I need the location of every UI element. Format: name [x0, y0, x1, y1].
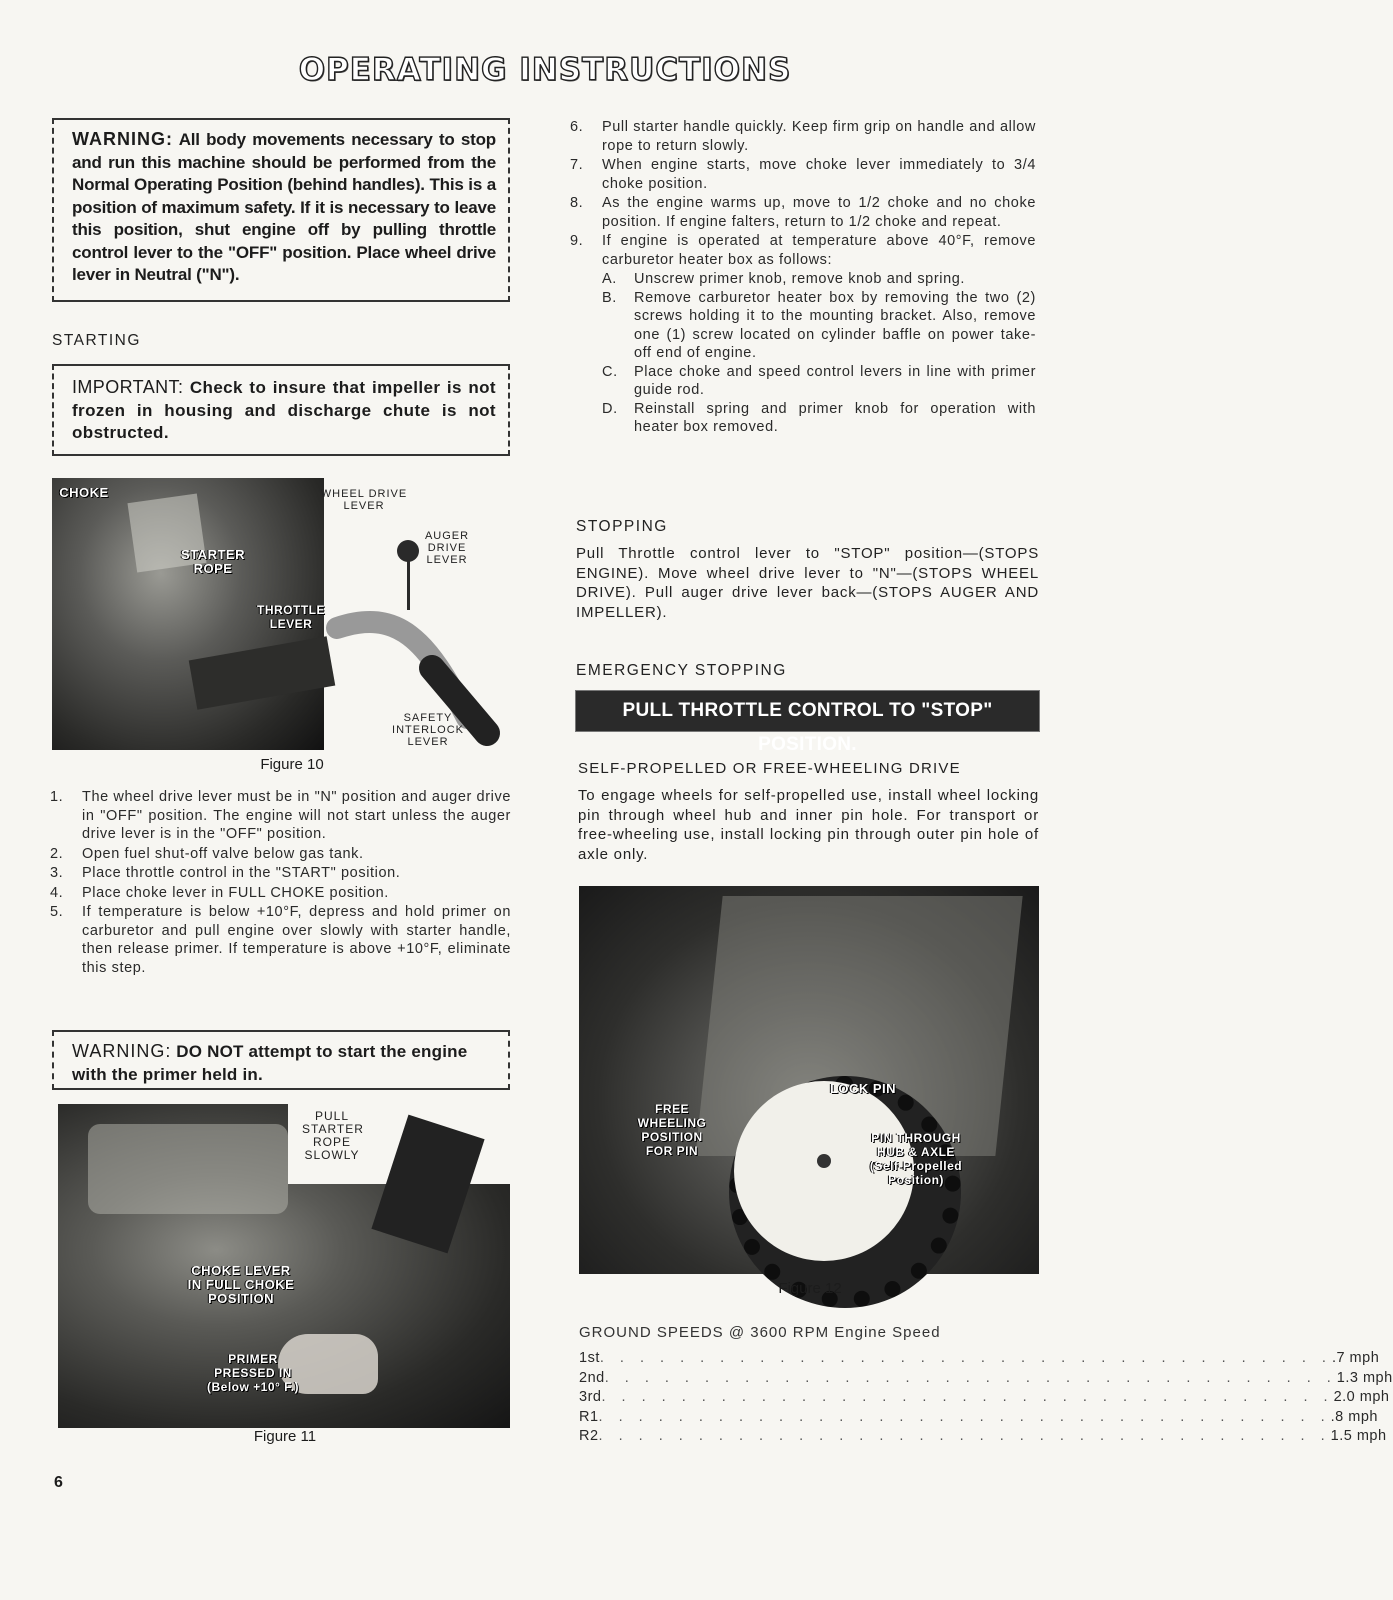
list-item: 3. Place throttle control in the "START" position.	[50, 865, 401, 881]
figure-10-caption: Figure 10	[260, 756, 324, 773]
important-box	[52, 364, 510, 456]
steps-right-list	[570, 118, 1036, 437]
label-auger-drive-lever: AUGER DRIVE LEVER	[424, 530, 470, 566]
label-throttle-lever: THROTTLE LEVER	[257, 603, 325, 631]
list-item: 4. Place choke lever in FULL CHOKE position.	[50, 884, 389, 901]
starting-heading: STARTING	[52, 332, 141, 349]
label-starter-rope: STARTER ROPE	[181, 547, 245, 576]
table-row: R1 . . . . . . . . . . . . . . . . . . . . . . . . . . . . . . . . . . . . . .8 mph	[579, 1408, 1378, 1425]
table-row: 1st . . . . . . . . . . . . . . . . . . . . . . . . . . . . . . . . . . . . . .7 mph	[579, 1350, 1380, 1366]
important-label: IMPORTANT:	[72, 377, 184, 397]
list-item: 9. If engine is operated at temperature above 40°F, remove carburetor heater box as follows:	[570, 233, 1036, 268]
primer-warning-box	[52, 1030, 510, 1090]
primer-warning-label: WARNING:	[72, 1041, 172, 1061]
ground-speeds	[579, 1324, 1393, 1447]
page-number: 6	[54, 1474, 63, 1491]
list-item: 7. When engine starts, move choke lever immediately to 3/4 choke position.	[570, 157, 1036, 192]
table-row: 3rd . . . . . . . . . . . . . . . . . . . . . . . . . . . . . . . . . . . . . 2.0 mph	[579, 1389, 1390, 1405]
stopping-heading: STOPPING	[576, 518, 668, 535]
list-item: A. Unscrew primer knob, remove knob and spring.	[602, 271, 966, 287]
warning-box	[52, 118, 510, 302]
list-item: 8. As the engine warms up, move to 1/2 choke and no choke position. If engine falters, return to 1/2 choke and repeat.	[570, 195, 1036, 230]
list-item: 1. The wheel drive lever must be in "N" position and auger drive in "OFF" position. The engine will not start unless the auger drive lever is in the "OFF" position.	[50, 789, 511, 842]
ground-speeds-heading: GROUND SPEEDS @ 3600 RPM Engine Speed	[579, 1324, 941, 1341]
figure-11-caption: Figure 11	[253, 1428, 317, 1445]
figure-12-caption: Figure 12	[778, 1280, 842, 1297]
label-free-wheeling: FREE WHEELING POSITION FOR PIN	[637, 1102, 707, 1158]
stopping-text: Pull Throttle control lever to "STOP" position—(STOPS ENGINE). Move wheel drive lever to "N"—(STOPS WHEEL DRIVE). Pull auger drive lever back—(STOPS AUGER AND IMPELLER).	[576, 545, 1039, 621]
list-item: D. Reinstall spring and primer knob for operation with heater box removed.	[602, 400, 1036, 435]
label-lock-pin: LOCK PIN	[829, 1081, 897, 1096]
lever-knob	[397, 540, 419, 562]
list-item: B. Remove carburetor heater box by removing the two (2) screws holding it to the mounting bracket. Also, remove one (1) screw located on cylinder baffle on power take-off end of engine.	[602, 289, 1036, 361]
label-safety-interlock-lever: SAFETY INTERLOCK LEVER	[392, 712, 464, 748]
warning-text: All body movements necessary to stop and run this machine should be performed from the Normal Operating Position (behind handles). This is a position of maximum safety. If it is necessary to leave this position, shut engine off by pulling throttle control lever to the "OFF" position. Place wheel drive lever in Neutral ("N").	[72, 130, 496, 284]
list-item: 5. If temperature is below +10°F, depress and hold primer on carburetor and pull engine over slowly with starter handle, then release primer. If temperature is above +10°F, eliminate this step.	[50, 904, 511, 976]
list-item: 6. Pull starter handle quickly. Keep firm grip on handle and allow rope to return slowly.	[570, 119, 1036, 154]
list-item: 2. Open fuel shut-off valve below gas tank.	[50, 845, 364, 862]
page-title: OPERATING INSTRUCTIONS	[298, 52, 792, 88]
self-propelled-heading: SELF-PROPELLED OR FREE-WHEELING DRIVE	[578, 760, 961, 777]
figure-12	[579, 886, 1039, 1302]
label-primer: PRIMER PRESSED IN (Below +10° F.)	[207, 1352, 299, 1394]
primer-warning-text: DO NOT attempt to start the engine with the primer held in.	[72, 1042, 468, 1084]
important-text: Check to insure that impeller is not frozen in housing and discharge chute is not obstructed.	[72, 378, 496, 442]
label-choke-lever: CHOKE LEVER IN FULL CHOKE POSITION	[187, 1263, 295, 1306]
self-propelled-text: To engage wheels for self-propelled use, install wheel locking pin through wheel hub and inner pin hole. For transport or free-wheeling use, install locking pin through outer pin hole of axle only.	[578, 787, 1039, 863]
label-pull-starter-rope: PULL STARTER ROPE SLOWLY	[302, 1109, 364, 1162]
list-item: C. Place choke and speed control levers in line with primer guide rod.	[602, 363, 1036, 398]
figure-11	[58, 1104, 510, 1445]
table-row: 2nd . . . . . . . . . . . . . . . . . . . . . . . . . . . . . . . . . . . . . 1.3 mph	[579, 1369, 1393, 1386]
emergency-heading: EMERGENCY STOPPING	[576, 662, 787, 679]
figure-12-photo	[579, 886, 1039, 1274]
steps-left-list	[50, 788, 511, 978]
label-wheel-drive-lever: WHEEL DRIVE LEVER	[320, 488, 408, 512]
label-pin-through: PIN THROUGH HUB & AXLE (Self-Propelled Position)	[869, 1131, 963, 1187]
emergency-banner: PULL THROTTLE CONTROL TO "STOP" POSITION.	[576, 691, 1039, 731]
table-row: R2 . . . . . . . . . . . . . . . . . . . . . . . . . . . . . . . . . . . . . 1.5 mph	[579, 1428, 1387, 1444]
figure-10	[52, 478, 510, 773]
label-choke: CHOKE	[59, 485, 109, 500]
warning-label: WARNING:	[72, 129, 173, 149]
